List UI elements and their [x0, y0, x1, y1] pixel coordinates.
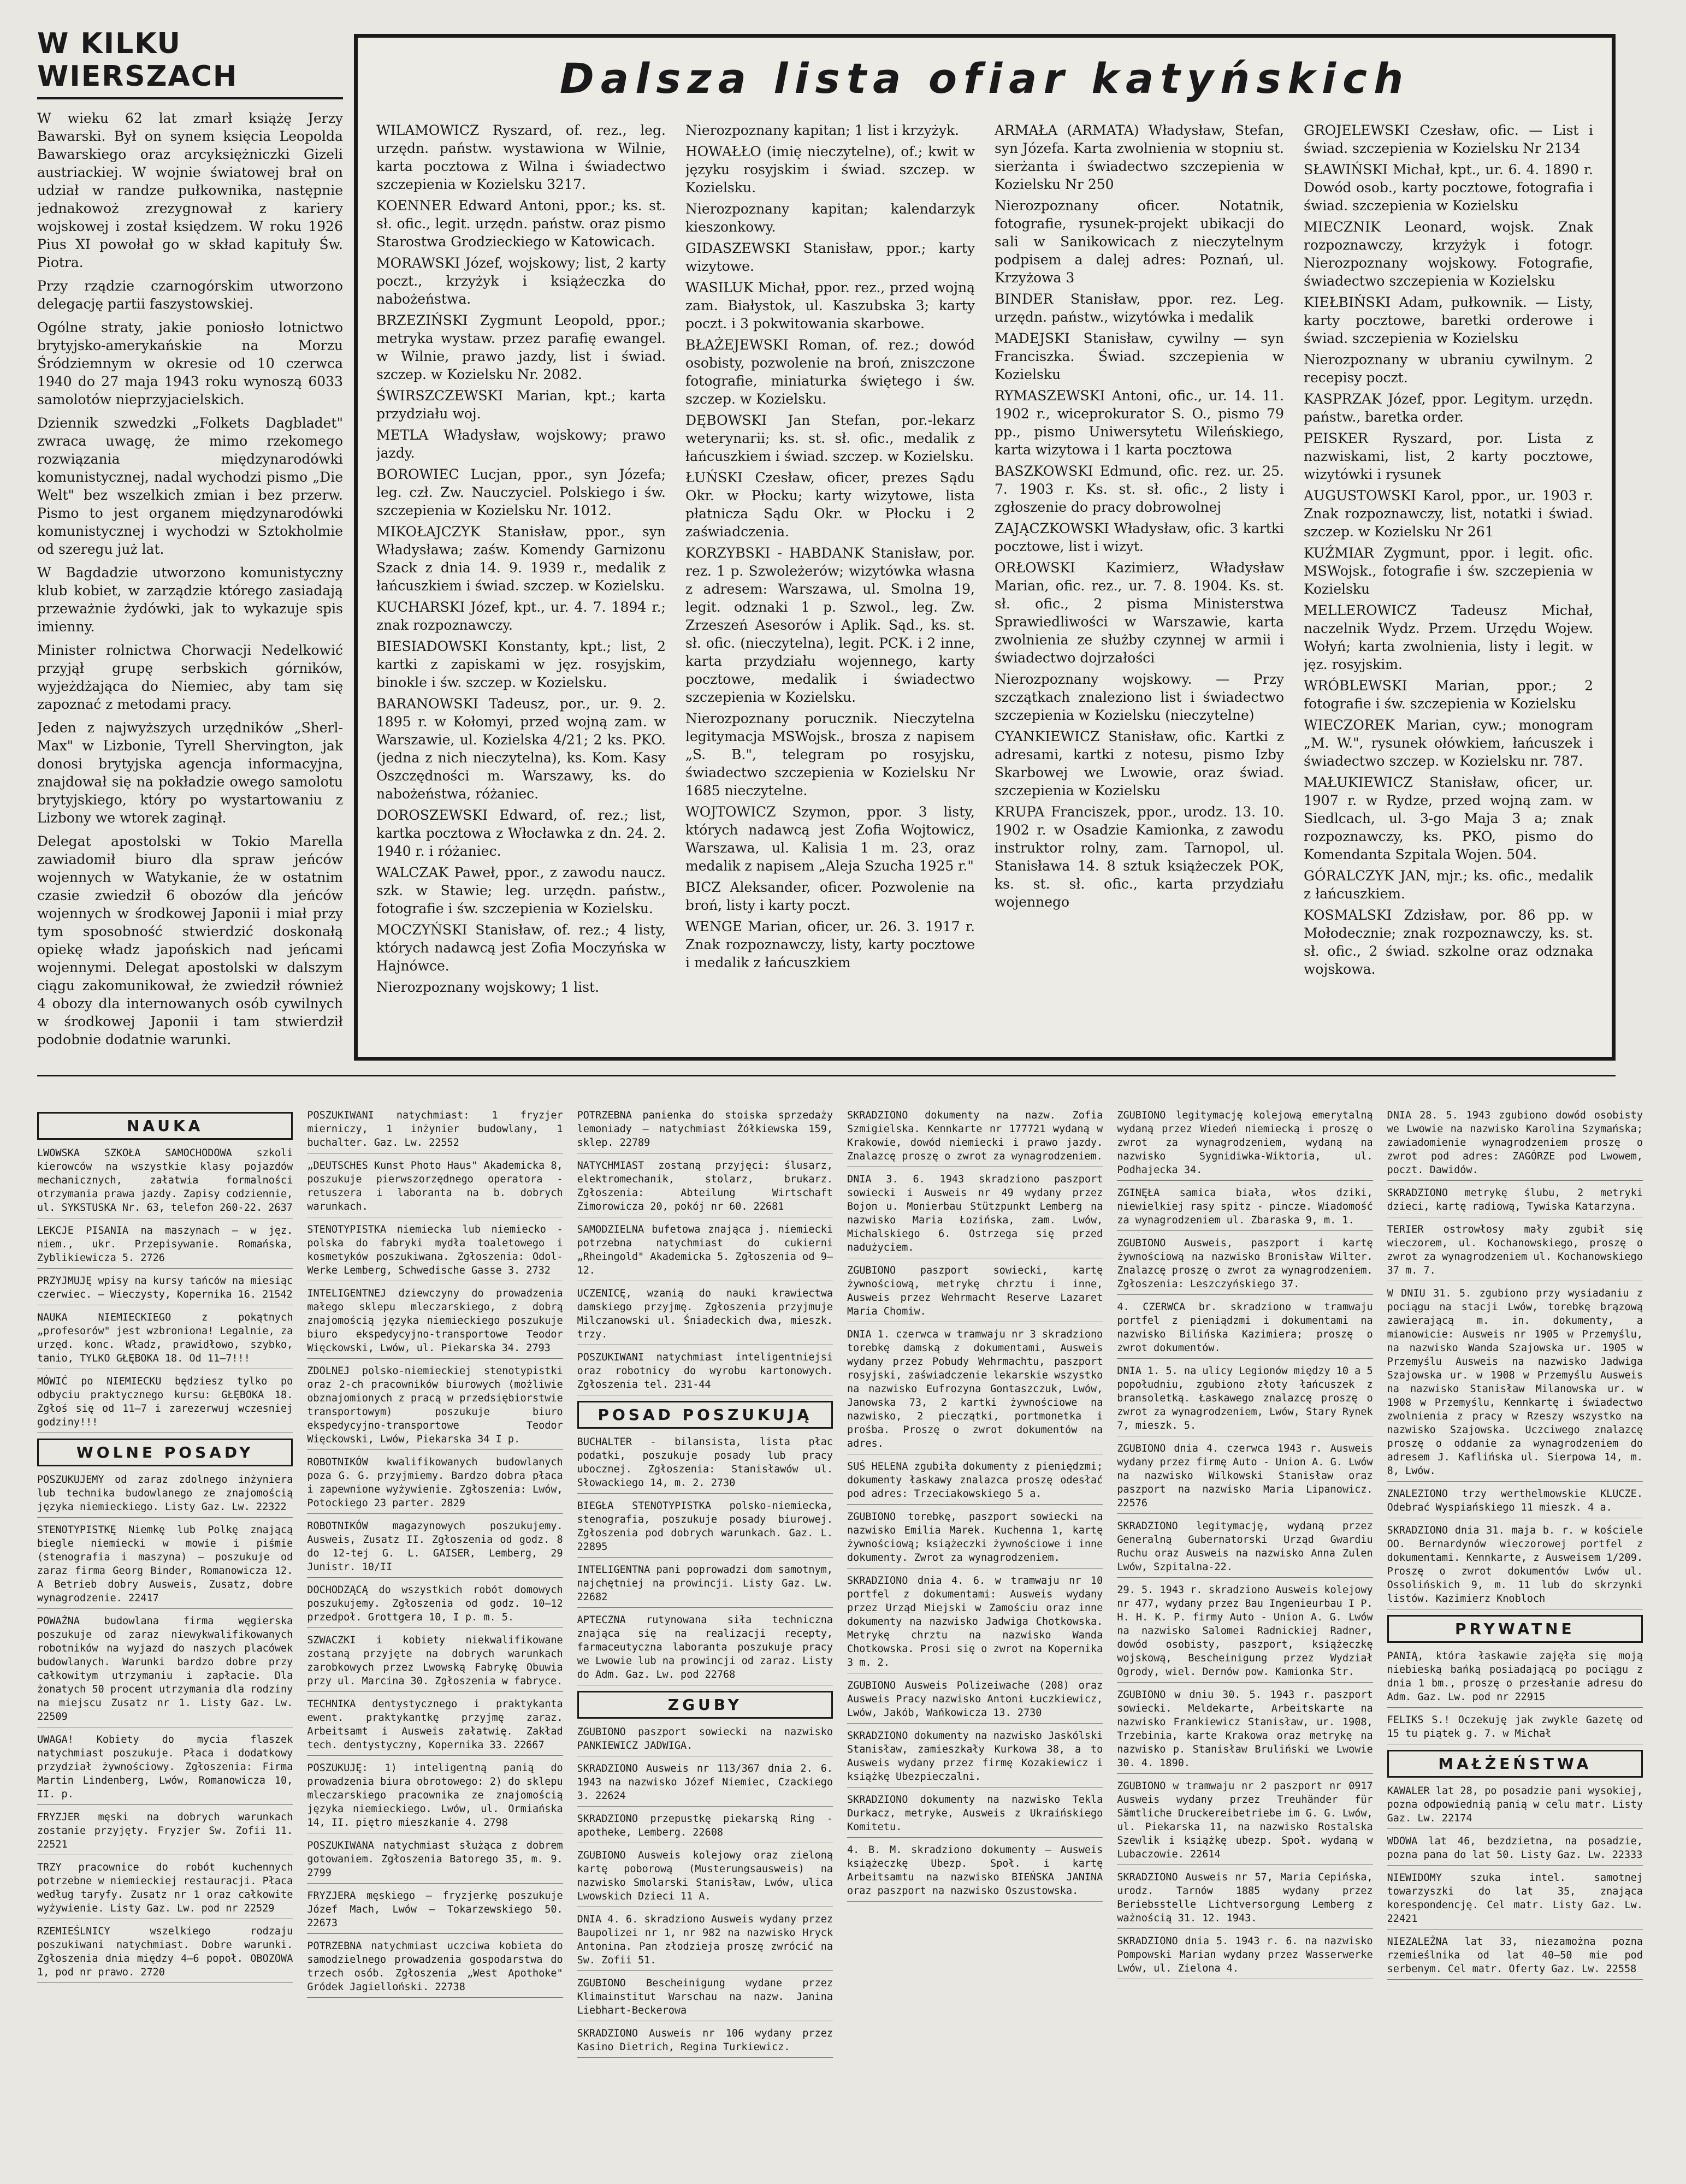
victim-entry: KIEŁBIŃSKI Adam, pułkownik. — Listy, karty pocztowe, baretki orderowe i świad. szczepienia w Kozielsku: [1304, 294, 1593, 346]
classified-ad: DNIA 1. czerwca w tramwaju nr 3 skradziono torebkę damską z dokumentami, Ausweis wydany przez Pobudy Wehrmachtu, paszport rosyjski, zaświadczenie lekarskie wszystko na nazwisko Eufrozyna Gontaszczuk, Lwów, Janowska 73, 2 kartki żywnościowe na nazwisko, 2 pieczątki, portmonetka i prośba. Proszę o zwrot dokumentów na adres.: [847, 1328, 1103, 1454]
victim-entry: BOROWIEC Lucjan, ppor., syn Józefa; leg. czł. Zw. Nauczyciel. Polskiego i św. szczepienia w Kozielsku Nr. 1012.: [376, 466, 666, 518]
classified-ad: SKRADZIONO Ausweis nr 57, Maria Cepińska, urodz. Tarnów 1885 wydany przez Beriebsstelle Lichtversorgung Lemberg z ważnością 31. 12. 1943.: [1117, 1871, 1373, 1929]
victim-entry: ARMAŁA (ARMATA) Władysław, Stefan, syn Józefa. Karta zwolnienia w stopniu st. sierżanta i świadectwo szczepienia w Kozielsku Nr 250: [995, 122, 1284, 192]
classified-ad: ZGUBIONO paszport sowiecki, kartę żywnościową, metrykę chrztu i inne, Ausweis przez Wehrmacht Reserve Lazaret Maria Chomiw.: [847, 1264, 1103, 1322]
classified-ad: NIEWIDOMY szuka intel. samotnej towarzyszki do lat 35, znająca korespondencję. Cel matr. Listy Gaz. Lw. 22421: [1387, 1871, 1643, 1930]
victim-entry: WIECZOREK Marian, cyw.; monogram „M. W.", rysunek ołówkiem, łańcuszek i świadectwo szczep. w Kozielsku nr. 787.: [1304, 717, 1593, 769]
victim-entry: AUGUSTOWSKI Karol, ppor., ur. 1903 r. Znak rozpoznawczy, list, notatki i świad. szczep. w Kozielsku Nr 261: [1304, 488, 1593, 540]
victim-entry: MIKOŁAJCZYK Stanisław, ppor., syn Władysława; zaśw. Komendy Garnizonu Szack z dnia 14. 9. 1939 r., medalik z łańcuszkiem i świad. szczep. w Kozielsku.: [376, 524, 666, 594]
victim-entry: KASPRZAK Józef, ppor. Legitym. urzędn. państw., baretka order.: [1304, 391, 1593, 425]
classified-ad: POTRZEBNA panienka do stoiska sprzedaży lemoniady — natychmiast Żółkiewska 159, sklep. 22789: [577, 1109, 833, 1153]
classifieds-column: [847, 1109, 1103, 2168]
classified-ad: ZGUBIONO paszport sowiecki na nazwisko PANKIEWICZ JADWIGA.: [577, 1725, 833, 1756]
victim-entry: ŚWIRSZCZEWSKI Marian, kpt.; karta przydziału woj.: [376, 388, 666, 422]
news-brief-item: W Bagdadzie utworzono komunistyczny klub kobiet, w zarządzie którego zasiadają przeważnie żydówki, jak to wykazuje spis imienny.: [37, 565, 343, 635]
victim-entry: MOCZYŃSKI Stanisław, of. rez.; 4 listy, których nadawcą jest Zofia Moczyńska w Hajnówce.: [376, 922, 666, 974]
classified-ad: 4. CZERWCA br. skradziono w tramwaju portfel z pieniądzmi i dokumentami na nazwisko Bilińska Kazimiera; proszę o zwrot dokumentów.: [1117, 1300, 1373, 1359]
victim-entry: GROJELEWSKI Czesław, ofic. — List i świad. szczepienia w Kozielsku Nr 2134: [1304, 122, 1593, 156]
victim-entry: KORZYBSKI - HABDANK Stanisław, por. rez. 1 p. Szwoleżerów; wizytówka własna z adresem: Warszawa, ul. Smolna 19, legit. odznaki 1 p. Szwol., leg. Zw. Zrzeszeń Asesorów i Aplik. Sąd., ks. st. sł. ofic. (nieczytelna), legit. PCK. i 2 inne, karta przydziału wojennego, karty pocztowe, medalik i świadectwo szczepienia w Kozielsku.: [685, 545, 975, 705]
victim-entry: CYANKIEWICZ Stanisław, ofic. Kartki z adresami, kartki z notesu, pismo Izby Skarbowej we Lwowie, oraz świad. szczepienia w Kozielsku: [995, 729, 1284, 798]
news-brief-item: W wieku 62 lat zmarł książę Jerzy Bawarski. Był on synem księcia Leopolda Bawarskiego oraz arcyksiężniczki Gizeli austriackiej. W wojnie światowej brał on udział w randze pułkownika, następnie jednakowoż zrezygnował z kariery wojskowej i został księdzem. W roku 1926 Pius XI powołał go w skład kapituły Św. Piotra.: [37, 110, 343, 270]
victim-entry: RYMASZEWSKI Antoni, ofic., ur. 14. 11. 1902 r., wiceprokurator S. O., pismo 79 pp., pismo Uniwersytetu Wileńskiego, karta wizytowa i 1 karta pocztowa: [995, 388, 1284, 458]
classified-ad: UCZENICĘ, wzanią do nauki krawiectwa damskiego przyjmę. Zgłoszenia przyjmuje Milczanowski ul. Śniadeckich dwa, mieszk. trzy.: [577, 1287, 833, 1345]
classified-ad: ZGUBIONO Ausweis kolejowy oraz zieloną kartę poborową (Musterungsausweis) na nazwisko Smolarski Stanisław, Lwów, ulica Lwowskich Dzieci 11 A.: [577, 1849, 833, 1907]
classified-ad: SKRADZIONO metrykę ślubu, 2 metryki dzieci, kartę radiową, Tywiska Katarzyna.: [1387, 1186, 1643, 1217]
classified-ad: DNIA 3. 6. 1943 skradziono paszport sowiecki i Ausweis nr 49 wydany przez Bojon u. Monierbau Stützpunkt Lemberg na nazwisko Maria Łozińska, zam. Lwów, Michalskiego 6. Ostrzega się przed nadużyciem.: [847, 1173, 1103, 1258]
classified-ad: ROBOTNIKÓW kwalifikowanych budowlanych poza G. G. przyjmiemy. Bardzo dobra płaca i zapewnione wyżywienie. Zgłoszenia: Lwów, Potockiego 23 parter. 2829: [307, 1455, 563, 1514]
victim-entry: Nierozpoznany kapitan; 1 list i krzyżyk.: [685, 122, 960, 138]
classified-ad: LEKCJE PISANIA na maszynach — w jęz. niem., ukr. Przepisywanie. Romańska, Zyblikiewicza 5. 2726: [37, 1224, 293, 1269]
victim-entry: WASILUK Michał, ppor. rez., przed wojną zam. Białystok, ul. Kaszubska 3; karty poczt. i 3 pokwitowania skarbowe.: [685, 280, 975, 332]
victim-entry: HOWAŁŁO (imię nieczytelne), of.; kwit w języku rosyjskim i świad. szczep. w Kozielsku.: [685, 144, 975, 196]
classified-ad: ZGINĘŁA samica biała, włos dziki, niewielkiej rasy spitz - pincze. Wiadomość za wynagrodzeniem ul. Zbaraska 9, m. 1.: [1117, 1186, 1373, 1231]
victim-entry: BICZ Aleksander, oficer. Pozwolenie na broń, listy i karty poczt.: [685, 879, 975, 913]
katyn-list-columns: [358, 121, 1612, 1050]
classified-ad: „DEUTSCHES Kunst Photo Haus" Akademicka 8, poszukuje pierwszorzędnego operatora - retuszera i laboranta na b. dobrych warunkach.: [307, 1159, 563, 1217]
victim-entry: MIECZNIK Leonard, wojsk. Znak rozpoznawczy, krzyżyk i fotogr. Nierozpoznany wojskowy. Fotografie, świadectwo szczepienia w Kozielsku: [1304, 219, 1593, 289]
victim-entry: KUCHARSKI Józef, kpt., ur. 4. 7. 1894 r.; znak rozpoznawczy.: [376, 599, 666, 633]
classified-ad: STENOTYPISTKĘ Niemkę lub Polkę znającą biegle niemiecki w mowie i piśmie (stenografia i maszyna) — poszukuje od zaraz firma Georg Binder, Romanowicza 12. A Betrieb dobry Ausweis, Zusatz, dobre wynagrodzenie. 22417: [37, 1523, 293, 1609]
classified-ad: ZGUBIONO legitymację kolejową emerytalną wydaną przez Wiedeń niemiecką i proszę o zwrot za wynagrodzeniem, wydaną na nazwisko Sygnidiwka-Wiktoria, ul. Podhajecka 34.: [1117, 1109, 1373, 1181]
classified-ad: NATYCHMIAST zostaną przyjęci: ślusarz, elektromechanik, stolarz, brukarz. Zgłoszenia: Abteilung Wirtschaft Zimorowicza 20, pokój nr 60. 22681: [577, 1159, 833, 1217]
section-divider: [37, 1075, 1616, 1076]
news-briefs-column: [37, 27, 343, 1068]
classified-ad: ZGUBIONO w dniu 30. 5. 1943 r. paszport sowiecki. Meldekarte, Arbeitskarte na nazwisko Frankiewicz Stanisław, ur. 1908, Trzebinia, karte Krakowa oraz metrykę na nazwisko p. Stanisław Bruliński we Lwowie 30. 4. 1890.: [1117, 1688, 1373, 1774]
classified-ad: TERIER ostrowłosy mały zgubił się wieczorem, ul. Kochanowskiego, proszę o zwrot za wynagrodzeniem ul. Kochanowskiego 37 m. 7.: [1387, 1223, 1643, 1281]
victim-entry: WENGE Marian, oficer, ur. 26. 3. 1917 r. Znak rozpoznawczy, listy, karty pocztowe i medalik z łańcuszkiem: [685, 919, 975, 970]
news-briefs-list: [37, 109, 343, 1049]
classified-ad: ZGUBIONO dnia 4. czerwca 1943 r. Ausweis wydany przez firmę Auto - Union A. G. Lwów na nazwisko Wilkowski Stanisław oraz paszport na nazwisko Maria Lipanowicz. 22576: [1117, 1442, 1373, 1514]
classified-ad: W DNIU 31. 5. zgubiono przy wysiadaniu z pociągu na stacji Lwów, torebkę brązową zawierającą m. in. dokumenty, a mianowicie: Ausweis nr 1905 w Przemyślu, na nazwisko Wanda Szajowska ur. 1905 w Przemyślu Ausweis na nazwisko Jadwiga Szajowska ur. w 1908 w Przemyślu Ausweis na nazwisko Stanisław Milanowska ur. w 1908 w Przemyślu, Kennkartę i świadectwo zwolnienia z pracy w Rzeszy wszystko na nazwisko Szajowska. Uczciwego znalazcę proszę o oddanie za wynagrodzeniem do adresem J. Kaflińska ul. Sierpowa 14, m. 8, Lwów.: [1387, 1287, 1643, 1482]
classified-ad: ZGUBIONO Ausweis Polizeiwache (208) oraz Ausweis Pracy nazwisko Antoni Łuczkiewicz, Lwów, Jakób, Wańkowicza 13. 2730: [847, 1679, 1103, 1724]
classified-ad: SZWACZKI i kobiety niekwalifikowane zostaną przyjęte na dobrych warunkach zarobkowych przez Lwowską Fabrykę Obuwia przy ul. Marcina 30. Zgłoszenia w fabryce.: [307, 1633, 563, 1692]
classified-ad: DOCHODZĄCĄ do wszystkich robót domowych poszukujemy. Zgłoszenia od godz. 10—12 przedpoł. Grottgera 10, I p. m. 5.: [307, 1583, 563, 1628]
classified-ad: DNIA 28. 5. 1943 zgubiono dowód osobisty we Lwowie na nazwisko Karolina Szymańska; zawiadomienie wynagrodzeniem proszę o zwrot pod adres: ZAGÓRZE pod Lwowem, poczt. Dawidów.: [1387, 1109, 1643, 1181]
news-brief-item: Dziennik szwedzki „Folkets Dagbladet" zwraca uwagę, że mimo rzekomego rozwiązania międzynarodówki komunistycznej, nadal wychodzi pismo „Die Welt" bez wszelkich zmian i bez przerw. Pismo to jest organem międzynarodówki komunistycznej i wychodzi w Sztokholmie od szeregu już lat.: [37, 415, 343, 557]
victim-entry: MORAWSKI Józef, wojskowy; list, 2 karty poczt., krzyżyk i książeczka do nabożeństwa.: [376, 255, 666, 307]
classified-ad: POTRZEBNA natychmiast uczciwa kobieta do samodzielnego prowadzenia gospodarstwa do trzech osób. Zgłoszenia „West Apothoke" Gródek Jagielloński. 22738: [307, 1939, 563, 1998]
classified-ad: BUCHALTER - bilansista, lista płac podatki, poszukuje posady lub pracy ubocznej. Zgłoszenia: Stanisławów ul. Słowackiego 14, m. 2. 2730: [577, 1435, 833, 1494]
victim-entry: MAŁUKIEWICZ Stanisław, oficer, ur. 1907 r. w Rydze, przed wojną zam. w Siedlcach, ul. 3-go Maja 3 a; znak rozpoznawczy, ks. PKO, pismo do Komendanta Szpitala Wojen. 504.: [1304, 774, 1593, 862]
katyn-column: [685, 121, 975, 1050]
victim-entry: GIDASZEWSKI Stanisław, ppor.; karty wizytowe.: [685, 240, 975, 274]
victim-entry: Nierozpoznany kapitan; kalendarzyk kieszonkowy.: [685, 201, 975, 235]
katyn-column: [1304, 121, 1593, 1050]
victim-entry: MELLEROWICZ Tadeusz Michał, naczelnik Wydz. Przem. Urzędu Wojew. Wołyń; karta zwolnienia, listy i legit. w jęz. rosyjskim.: [1304, 602, 1593, 672]
victim-entry: Nierozpoznany oficer. Notatnik, fotografie, rysunek-projekt ubikacji do sali w Sanikowicach z nieczytelnym podpisem a dalej adres: Poznań, ul. Krzyżowa 3: [995, 198, 1284, 286]
victim-entry: Nierozpoznany porucznik. Nieczytelna legitymacja MSWojsk., brosza z napisem „S. B.", telegram po rosyjsku, świadectwo szczepienia w Kozielsku Nr 1685 nieczytelne.: [685, 711, 975, 798]
victim-entry: PEISKER Ryszard, por. Lista z nazwiskami, list, 2 karty pocztowe, wizytówki i rysunek: [1304, 430, 1593, 482]
classified-ad: POSZUKUJĘ: 1) inteligentną panią do prowadzenia biura obrotowego: 2) do sklepu mleczarskiego pracownika ze znajomością języka niemieckiego. Lwów, ul. Ormiańska 14, II. piętro mieszkanie 4. 2798: [307, 1761, 563, 1833]
classified-ad: POSZUKIWANI natychmiast inteligentniejsi oraz robotnicy do wyrobu kartonowych. Zgłoszenia tel. 231-44: [577, 1351, 833, 1395]
victim-entry: BRZEZIŃSKI Zygmunt Leopold, ppor.; metryka wystaw. przez parafię ewangel. w Wilnie, prawo jazdy, list i świad. szczep. w Kozielsku Nr. 2082.: [376, 312, 666, 382]
victim-entry: BARANOWSKI Tadeusz, por., ur. 9. 2. 1895 r. w Kołomyi, przed wojną zam. w Warszawie, ul. Kozielska 4/21; 2 ks. PKO. (jedna z nich nieczytelna), ks. Kom. Kasy Oszczędności m. Warszawy, ks. do nabożeństwa, różaniec.: [376, 696, 666, 802]
classified-ad: RZEMIEŚLNICY wszelkiego rodzaju poszukiwani natychmiast. Dobre warunki. Zgłoszenia dnia między 4—6 popoł. OBOZOWA 1, pod nr prawo. 2720: [37, 1925, 293, 1983]
classifieds-column: [577, 1109, 833, 2168]
classified-ad: NAUKA NIEMIECKIEGO z pokątnych „profesorów" jest wzbroniona! Legalnie, za urzęd. konc. Władz, prawidłowo, szybko, tanio, TYLKO GŁĘBOKA 18. Od 11—7!!!: [37, 1311, 293, 1369]
classified-ad: ROBOTNIKÓW magazynowych poszukujemy. Ausweis, Zusatz II. Zgłoszenia od godz. 8 do 12-tej G. L. GAISER, Lemberg, 29 Junistr. 10/II: [307, 1519, 563, 1578]
classified-ad: PANIĄ, która łaskawie zajęła się moją niebieską bańką posiadającą po pociągu z dnia 1 bm., proszę o przesłanie adresu do Adm. Gaz. Lw. pod nr 22915: [1387, 1649, 1643, 1708]
classified-ad: ZGUBIONO Ausweis, paszport i kartę żywnościową na nazwisko Bronisław Wilter. Znalazcę proszę o zwrot za wynagrodzeniem. Zgłoszenia: Leszczyńskiego 37.: [1117, 1236, 1373, 1295]
victim-entry: KOENNER Edward Antoni, ppor.; ks. st. sł. ofic., legit. urzędn. państw. oraz pismo Starostwa Grodzieckiego w Katowicach.: [376, 198, 666, 250]
classified-ad: SKRADZIONO przepustkę piekarską Ring - apotheke, Lemberg. 22608: [577, 1812, 833, 1843]
classifieds-section-header: ZGUBY: [577, 1691, 833, 1719]
classified-ad: POSZUKIWANA natychmiast służąca z dobrem gotowaniem. Zgłoszenia Batorego 35, m. 9. 2799: [307, 1839, 563, 1884]
victim-entry: SŁAWIŃSKI Michał, kpt., ur. 6. 4. 1890 r. Dowód osob., karty pocztowe, fotografia i świad. szczepienia w Kozielsku: [1304, 162, 1593, 214]
victim-entry: Nierozpoznany wojskowy; 1 list.: [376, 979, 600, 995]
classified-ad: ZDOLNEJ polsko-niemieckiej stenotypistki oraz 2-ch pracowników biurowych (możliwie obznajomionych z pracą w przedsiębiorstwie transportowym) poszukuje biuro ekspedycyjno-transportowe Teodor Więckowski, Lwów, Piekarska 34 I p.: [307, 1364, 563, 1450]
classified-ad: SKRADZIONO legitymację, wydaną przez Generalną Gubernatorski Urząd Gwardiu Ruchu oraz Ausweis na nazwisko Anna Zulen Lwów, Szpitalna-22.: [1117, 1519, 1373, 1578]
victim-entry: WILAMOWICZ Ryszard, of. rez., leg. urzędn. państw. wystawiona w Wilnie, karta pocztowa z Wilna i świadectwo szczepienia w Kozielsku 3217.: [376, 122, 666, 192]
classified-ad: PRZYJMUJĘ wpisy na kursy tańców na miesiąc czerwiec. — Wieczysty, Kopernika 16. 21542: [37, 1274, 293, 1305]
katyn-list-box: [354, 34, 1616, 1061]
classified-ad: SKRADZIONO dokumenty na nazw. Zofia Szmigielska. Kennkarte nr 177721 wydaną w Krakowie, dowód niemiecki i prawo jazdy. Znalazcę proszę o zwrot za wynagrodzeniem.: [847, 1109, 1103, 1167]
news-brief-item: Ogólne straty, jakie poniosło lotnictwo brytyjsko-amerykańskie na Morzu Śródziemnym w okresie od 10 czerwca 1940 do 27 maja 1943 roku wynoszą 6033 samolotów nieprzyjacielskich.: [37, 319, 343, 407]
classified-ad: BIEGŁA STENOTYPISTKA polsko-niemiecka, stenografia, poszukuje posady biurowej. Zgłoszenia pod dobrych warunkach. Gaz. L. 22895: [577, 1499, 833, 1558]
victim-entry: DĘBOWSKI Jan Stefan, por.-lekarz weterynarii; ks. st. sł. ofic., medalik z łańcuszkiem i świad. szczep. w Kozielsku.: [685, 412, 975, 464]
classified-ad: SKRADZIONO dnia 31. maja b. r. w kościele OO. Bernardynów wieczorowej portfel z dokumentami. Kennkarte, z Ausweisem 1/209. Proszę o zwrot dokumentów Lwów ul. Ossolińskich 9, m. 11 lub do skrzynki listów. Kazimierz Knobloch: [1387, 1524, 1643, 1609]
classifieds-section-header: NAUKA: [37, 1112, 293, 1140]
victim-entry: KUŹMIAR Zygmunt, ppor. i legit. ofic. MSWojsk., fotografie i św. szczepienia w Kozielsku: [1304, 545, 1593, 597]
news-brief-item: Jeden z najwyższych urzędników „Sherl-Max" w Lizbonie, Tyrell Shervington, jak donosi brytyjska agencja informacyjna, znajdował się na pokładzie owego samolotu brytyjskiego, który po wystartowaniu z Lizbony we wtorek zaginął.: [37, 720, 343, 826]
classifieds-section-header: MAŁŻEŃSTWA: [1387, 1750, 1643, 1778]
classified-ad: ZGUBIONO w tramwaju nr 2 paszport nr 0917 Ausweis wydany przez Treuhänder für Sämtliche Druckereibetriebe im G. G. Lwów, ul. Piekarska 11, na nazwisko Rostalska Szewlik i książkę ubezp. Społ. wydaną w Lubaczowie. 22614: [1117, 1779, 1373, 1865]
victim-entry: METLA Władysław, wojskowy; prawo jazdy.: [376, 427, 666, 461]
classifieds-column: [307, 1109, 563, 2168]
classified-ad: FRYZJER męski na dobrych warunkach zostanie przyjęty. Fryzjer Sw. Zofii 11. 22521: [37, 1810, 293, 1855]
classifieds-section-header: POSAD POSZUKUJĄ: [577, 1401, 833, 1429]
victim-entry: DOROSZEWSKI Edward, of. rez.; list, kartka pocztowa z Włocławka z dn. 24. 2. 1940 r. i różaniec.: [376, 807, 666, 859]
classifieds-section-header: WOLNE POSADY: [37, 1439, 293, 1466]
classifieds-section: [37, 1109, 1643, 2168]
katyn-list-title: Dalsza lista ofiar katyńskich: [559, 54, 1410, 103]
classified-ad: KAWALER lat 28, po posadzie pani wysokiej, pozna odpowiednią panią w celu matr. Listy Gaz. Lw. 22174: [1387, 1784, 1643, 1829]
victim-entry: BASZKOWSKI Edmund, ofic. rez. ur. 25. 7. 1903 r. Ks. st. sł. ofic., 2 listy i zgłoszenie do pracy dobrowolnej: [995, 463, 1284, 515]
classifieds-column: [1387, 1109, 1643, 2168]
victim-entry: KOSMALSKI Zdzisław, por. 86 pp. w Mołodecznie; znak rozpoznawczy, ks. st. sł. ofic., 2 świad. szkolne oraz odznaka wojskowa.: [1304, 907, 1593, 977]
victim-entry: Nierozpoznany w ubraniu cywilnym. 2 recepisy poczt.: [1304, 352, 1593, 386]
victim-entry: WRÓBLEWSKI Marian, ppor.; 2 fotografie i św. szczepienia w Kozielsku: [1304, 678, 1593, 712]
news-brief-item: Przy rządzie czarnogórskim utworzono delegację partii faszystowskiej.: [37, 278, 343, 312]
classified-ad: TRZY pracownice do robót kuchennych potrzebne w niemieckiej restauracji. Płaca według taryfy. Zusatz nr 1 oraz całkowite wyżywienie. Listy Gaz. Lw. pod nr 22529: [37, 1861, 293, 1919]
victim-entry: GÓRALCZYK JAN, mjr.; ks. ofic., medalik z łańcuszkiem.: [1304, 868, 1593, 902]
classified-ad: SKRADZIONO dnia 5. 1943 r. 6. na nazwisko Pompowski Marian wydany przez Wasserwerke Lwów, ul. Zielona 4.: [1117, 1934, 1373, 1979]
classified-ad: LWOWSKA SZKOŁA SAMOCHODOWA szkoli kierowców na wszystkie klasy pojazdów mechanicznych, załatwia formalności otrzymania prawa jazdy. Zapisy codziennie, ul. SYKSTUSKA Nr. 63, telefon 260-22. 2637: [37, 1146, 293, 1218]
classified-ad: TECHNIKA dentystycznego i praktykanta ewent. praktykantkę przyjmę zaraz. Arbeitsamt i Ausweis załatwię. Zakład tech. dentystyczny, Kopernika 33. 22667: [307, 1697, 563, 1756]
classified-ad: DNIA 4. 6. skradziono Ausweis wydany przez Baupolizei nr 1, nr 982 na nazwisko Hryck Antonina. Pan złodzieja proszę zwrócić na Sw. Zofii 51.: [577, 1913, 833, 1971]
classified-ad: ZNALEZIONO trzy werthelmowskie KLUCZE. Odebrać Wyspiańskiego 11 mieszk. 4 a.: [1387, 1487, 1643, 1518]
classified-ad: POSZUKIWANI natychmiast: 1 fryzjer mierniczy, 1 inżynier budowlany, 1 buchalter. Gaz. Lw. 22552: [307, 1109, 563, 1153]
victim-entry: ORŁOWSKI Kazimierz, Władysław Marian, ofic. rez., ur. 7. 8. 1904. Ks. st. sł. ofic., 2 pisma Ministerstwa Sprawiedliwości w Warszawie, karta zwolnienia ze służby czynnej w armii i świadectwo dojrzałości: [995, 560, 1284, 666]
classified-ad: SAMODZIELNA bufetowa znająca j. niemiecki potrzebna natychmiast do cukierni „Rheingold" Akademicka 5. Zgłoszenia od 9—12.: [577, 1223, 833, 1281]
victim-entry: BŁAŻEJEWSKI Roman, of. rez.; dowód osobisty, pozwolenie na broń, zniszczone fotografie, miniaturka świętego i św. szczep. w Kozielsku.: [685, 337, 975, 407]
katyn-column: [995, 121, 1284, 1050]
victim-entry: WALCZAK Paweł, ppor., z zawodu naucz. szk. w Stawie; leg. urzędn. państw., fotografie i św. szczepienia w Kozielsku.: [376, 865, 666, 916]
classified-ad: FELIKS S.! Oczekuję jak zwykle Gazetę od 15 tu piątek g. 7. w Michał: [1387, 1713, 1643, 1744]
classified-ad: POSZUKUJEMY od zaraz zdolnego inżyniera lub technika budowlanego ze znajomością języka niemieckiego. Listy Gaz. Lw. 22322: [37, 1473, 293, 1518]
classifieds-column: [37, 1109, 293, 2168]
classified-ad: STENOTYPISTKA niemiecka lub niemiecko - polska do fabryki mydła toaletowego i kosmetyków poszukiwana. Zgłoszenia: Odol-Werke Lemberg, Schwedische Gasse 3. 2732: [307, 1223, 563, 1281]
classified-ad: APTECZNA rutynowana siła techniczna znająca się na realizacji recepty, farmaceutyczna laboranta poszukuje pracy we Lwowie lub na prowincji od zaraz. Listy do Adm. Gaz. Lw. pod 22768: [577, 1613, 833, 1685]
classified-ad: ZGUBIONO torebkę, paszport sowiecki na nazwisko Emilia Marek. Kuchenna 1, kartę żywnościową; książeczki żywnościowe i inne dokumenty. Zwrot za wynagrodzeniem.: [847, 1510, 1103, 1569]
classified-ad: FRYZJERA męskiego — fryzjerkę poszukuje Józef Mach, Lwów — Tokarzewskiego 50. 22673: [307, 1889, 563, 1934]
classified-ad: POWAŻNA budowlana firma węgierska poszukuje od zaraz niewykwalifikowanych robotników na wyjazd do naszych placówek budowlanych. Warunki bardzo dobre przy całkowitym utrzymaniu i zapłacie. Dla żonatych 50 procent utrzymania dla rodziny na miejscu Zusatz nr 1. Listy Gaz. Lw. 22509: [37, 1614, 293, 1727]
classified-ad: SKRADZIONO Ausweis nr 113/367 dnia 2. 6. 1943 na nazwisko Józef Niemiec, Czackiego 3. 22624: [577, 1762, 833, 1807]
classified-ad: SKRADZIONO dokumenty na nazwisko Jaskólski Stanisław, zamieszkały Kurkowa 38, a to Ausweis wydany przez firmę Kozakiewicz i książkę Ubezpieczalni.: [847, 1729, 1103, 1788]
victim-entry: ŁUŃSKI Czesław, oficer, prezes Sądu Okr. w Płocku; karty wizytowe, lista płatnicza Sądu Okr. w Płocku i 2 zaświadczenia.: [685, 470, 975, 540]
classified-ad: SKRADZIONO Ausweis nr 106 wydany przez Kasino Dietrich, Regina Turkiewicz.: [577, 2027, 833, 2058]
katyn-column: [376, 121, 666, 1050]
classified-ad: UWAGA! Kobiety do mycia flaszek natychmiast poszukuje. Płaca i dodatkowy przydział żywnościowy. Zgłoszenia: Firma Martin Lindenberg, Lwów, Romanowicza 10, II. p.: [37, 1733, 293, 1805]
news-brief-item: Minister rolnictwa Chorwacji Nedelkowić przyjął grupę serbskich górników, wyjeżdżająca do Niemiec, aby tam się zapoznać z metodami pracy.: [37, 642, 343, 712]
victim-entry: WOJTOWICZ Szymon, ppor. 3 listy, których nadawcą jest Zofia Wojtowicz, Warszawa, ul. Kalisia 1 m. 23, oraz medalik z napisem „Aleja Szucha 1925 r.": [685, 804, 975, 874]
victim-entry: MADEJSKI Stanisław, cywilny — syn Franciszka. Świad. szczepienia w Kozielsku: [995, 330, 1284, 382]
victim-entry: ZAJĄCZKOWSKI Władysław, ofic. 3 kartki pocztowe, list i wizyt.: [995, 520, 1284, 554]
classified-ad: ZGUBIONO Bescheinigung wydane przez Klimainstitut Warschau na nazw. Janina Liebhart-Beckerowa: [577, 1976, 833, 2021]
classified-ad: SKRADZIONO dokumenty na nazwisko Tekla Durkacz, metryke, Ausweis z Ukraińskiego Komitetu.: [847, 1793, 1103, 1838]
classifieds-section-header: PRYWATNE: [1387, 1615, 1643, 1643]
news-brief-item: Delegat apostolski w Tokio Marella zawiadomił biuro dla spraw jeńców wojennych w Watykanie, że w ostatnim czasie zwiedził 6 obozów dla jeńców wojennych w środkowej Japonii i miał przy tym sposobność stwierdzić doskonałą opiekę władz japońskich nad jeńcami wojennymi. Delegat apostolski w dalszym ciągu zakomunikował, że zwiedził również 4 obozy dla internowanych osób cywilnych w środkowej Japonii i tam stwierdził podobnie dodatnie warunki.: [37, 833, 343, 1047]
classified-ad: MÓWIĆ po NIEMIECKU będziesz tylko po odbyciu praktycznego kursu: GŁĘBOKA 18. Zgłoś się od 11—7 i zarezerwuj wczesniej godziny!!!: [37, 1375, 293, 1433]
victim-entry: BIESIADOWSKI Konstanty, kpt.; list, 2 kartki z zapiskami w jęz. rosyjskim, binokle i św. szczep. w Kozielsku.: [376, 638, 666, 690]
classified-ad: DNIA 1. 5. na ulicy Legionów między 10 a 5 popołudniu, zgubiono złoty łańcuszek z bransoletką. Łaskawego znalazcę proszę o zwrot za wynagrodzeniem, Lwów, Stary Rynek 7, mieszk. 5.: [1117, 1364, 1373, 1436]
victim-entry: Nierozpoznany wojskowy. — Przy szczątkach znaleziono list i świadectwo szczepienia w Kozielsku (nieczytelne): [995, 671, 1284, 723]
victim-entry: KRUPA Franciszek, ppor., urodz. 13. 10. 1902 r. w Osadzie Kamionka, z zawodu instruktor rolny, zam. Tarnopol, ul. Stanisława 14. 8 sztuk książeczek POK, ks. st. sł. ofic., karta przydziału wojennego: [995, 804, 1284, 910]
news-briefs-title: W KILKU WIERSZACH: [37, 27, 343, 99]
classified-ad: NIEZALEŻNA lat 33, niezamożna pozna rzemieślnika od lat 40—50 mie pod serbenym. Cel matr. Oferty Gaz. Lw. 22558: [1387, 1935, 1643, 1980]
classifieds-column: [1117, 1109, 1373, 2168]
classified-ad: 29. 5. 1943 r. skradziono Ausweis kolejowy nr 477, wydany przez Bau Ingenieurbau I P. H. H. K. P. firmy Auto - Union A. G. Lwów na nazwisko Salomei Radnickiej Radner, dowód osobisty, paszport, książeczkę wojskową, Bescheinigung przez Wydział Ogrody, wiel. Dernów pow. Kamionka Str.: [1117, 1583, 1373, 1683]
classified-ad: SKRADZIONO dnia 4. 6. w tramwaju nr 10 portfel z dokumentami: Ausweis wydany przez Urząd Miejski w Zamościu oraz inne dokumenty na nazwisko Jadwiga Chotkowska. Metrykę chrztu na nazwisko Wanda Chotkowska. Prosi się o zwrot na Kopernika 3 m. 2.: [847, 1574, 1103, 1673]
classified-ad: INTELIGENTNEJ dziewczyny do prowadzenia małego sklepu mleczarskiego, z dobrą znajomością języka niemieckiego poszukuje biuro ekspedycyjno-transportowe Teodor Więckowski, Lwów, ul. Piekarska 34. 2793: [307, 1287, 563, 1359]
victim-entry: BINDER Stanisław, ppor. rez. Leg. urzędn. państw., wizytówka i medalik: [995, 291, 1284, 325]
classified-ad: 4. B. M. skradziono dokumenty — Ausweis książeczkę Ubezp. Społ. i kartę Arbeitsamtu na nazwisko BIEŃSKA JANINA oraz paszport na nazwisko Oszustowska.: [847, 1843, 1103, 1902]
classified-ad: SUŚ HELENA zgubiła dokumenty z pieniędzmi; dokumenty łaskawy znalazca proszę odesłać pod adres: Trzeciakowskiego 5 a.: [847, 1460, 1103, 1505]
classified-ad: INTELIGENTNA pani poprowadzi dom samotnym, najchętniej na prowincji. Listy Gaz. Lw. 22682: [577, 1563, 833, 1608]
classified-ad: WDOWA lat 46, bezdzietna, na posadzie, pozna pana do lat 50. Listy Gaz. Lw. 22333: [1387, 1834, 1643, 1866]
